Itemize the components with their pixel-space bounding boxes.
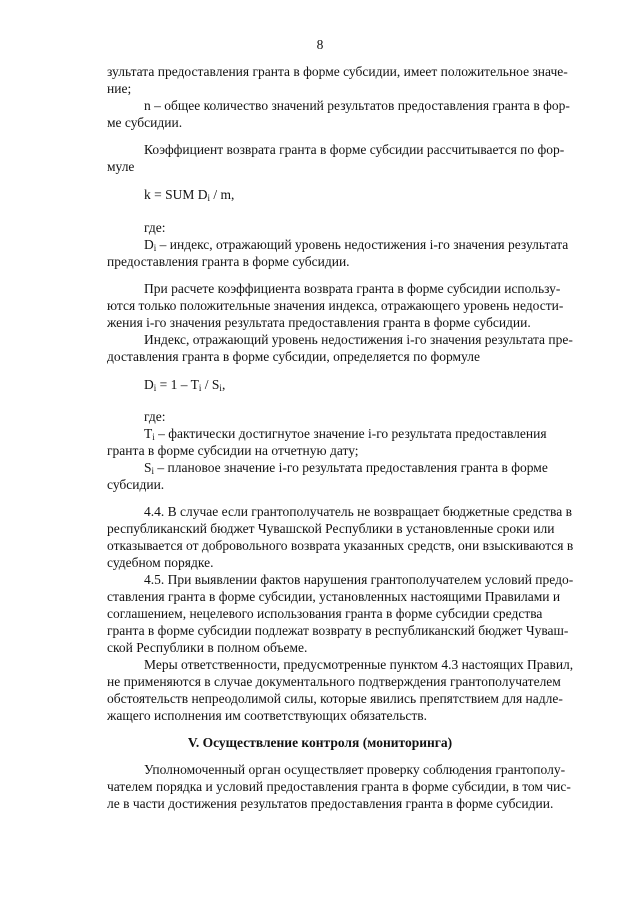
symbol: D [144, 237, 154, 252]
definition-text: – индекс, отражающий уровень недостижения i-го значения результата [156, 237, 569, 252]
text-line: не применяются в случае документального подтверждения грантополучателем [107, 674, 561, 689]
formula-part: = 1 – T [156, 377, 199, 392]
formula-subscript: i [153, 383, 157, 393]
page-number: 8 [316, 37, 324, 52]
text-line: ской Республики в полном объеме. [107, 640, 308, 655]
formula-part: D [144, 377, 154, 392]
text-line: гранта в форме субсидии подлежат возврату в республиканский бюджет Чуваш- [107, 623, 569, 638]
symbol: T [144, 426, 153, 441]
symbol-subscript: i [151, 466, 155, 476]
text-line: доставления гранта в форме субсидии, определяется по формуле [107, 349, 480, 364]
definition-text: – фактически достигнутое значение i-го результата предоставления [154, 426, 547, 441]
definition-si [144, 459, 548, 476]
definition-ti [144, 425, 547, 442]
text-line: ле в части достижения результатов предоставления гранта в форме субсидии. [107, 796, 554, 811]
definition-text: – плановое значение i-го результата предоставления гранта в форме [154, 460, 548, 475]
formula-part: / S [201, 377, 220, 392]
formula-di [144, 376, 225, 393]
definition-di [144, 236, 568, 253]
symbol: S [144, 460, 152, 475]
text-line: ставления гранта в форме субсидии, установленных настоящими Правилами и [107, 589, 561, 604]
text-line: судебном порядке. [107, 555, 214, 570]
text-line: жащего исполнения им соответствующих обязательств. [107, 708, 428, 723]
text-line: Меры ответственности, предусмотренные пунктом 4.3 настоящих Правил, [144, 657, 574, 672]
formula-subscript: i [198, 383, 202, 393]
text-line: 4.5. При выявлении фактов нарушения грантополучателем условий предо- [144, 572, 574, 587]
text-line: гранта в форме субсидии на отчетную дату; [107, 443, 359, 458]
section-heading: V. Осуществление контроля (мониторинга) [187, 735, 453, 750]
text-line: предоставления гранта в форме субсидии. [107, 254, 350, 269]
text-line: жения i-го значения результата предоставления гранта в форме субсидии. [107, 315, 531, 330]
text-line: Индекс, отражающий уровень недостижения i-го значения результата пре- [144, 332, 573, 347]
text-line: где: [144, 220, 166, 235]
text-line: 4.4. В случае если грантополучатель не возвращает бюджетные средства в [144, 504, 572, 519]
text-line: Коэффициент возврата гранта в форме субсидии рассчитывается по фор- [144, 142, 565, 157]
formula-part: k = SUM D [144, 187, 208, 202]
text-line: Уполномоченный орган осуществляет проверку соблюдения грантополу- [144, 762, 566, 777]
formula-subscript: i [219, 383, 222, 393]
text-line: чателем порядка и условий предоставления гранта в форме субсидии, в том чис- [107, 779, 571, 794]
text-line: обстоятельств непреодолимой силы, которые явились препятствием для надле- [107, 691, 563, 706]
symbol-subscript: i [153, 243, 157, 253]
text-line: ются только положительные значения индекса, отражающего уровень недости- [107, 298, 564, 313]
text-line: отказывается от добровольного возврата указанных средств, они взыскиваются в [107, 538, 574, 553]
text-line: При расчете коэффициента возврата гранта в форме субсидии использу- [144, 281, 561, 296]
text-line: ме субсидии. [107, 115, 183, 130]
symbol-subscript: i [152, 432, 155, 442]
text-line: субсидии. [107, 477, 165, 492]
text-line: республиканский бюджет Чувашской Республики в установленные сроки или [107, 521, 555, 536]
text-line: ние; [107, 81, 132, 96]
formula-part: , [221, 377, 226, 392]
formula-part: / m, [210, 187, 235, 202]
text-line: зультата предоставления гранта в форме субсидии, имеет положительное значе- [107, 64, 568, 79]
text-line: муле [107, 159, 135, 174]
formula-k [144, 186, 234, 203]
text-line: соглашением, нецелевого использования гранта в форме субсидии средства [107, 606, 543, 621]
formula-subscript: i [207, 193, 211, 203]
text-line: где: [144, 409, 166, 424]
text-line: n – общее количество значений результатов предоставления гранта в фор- [144, 98, 570, 113]
